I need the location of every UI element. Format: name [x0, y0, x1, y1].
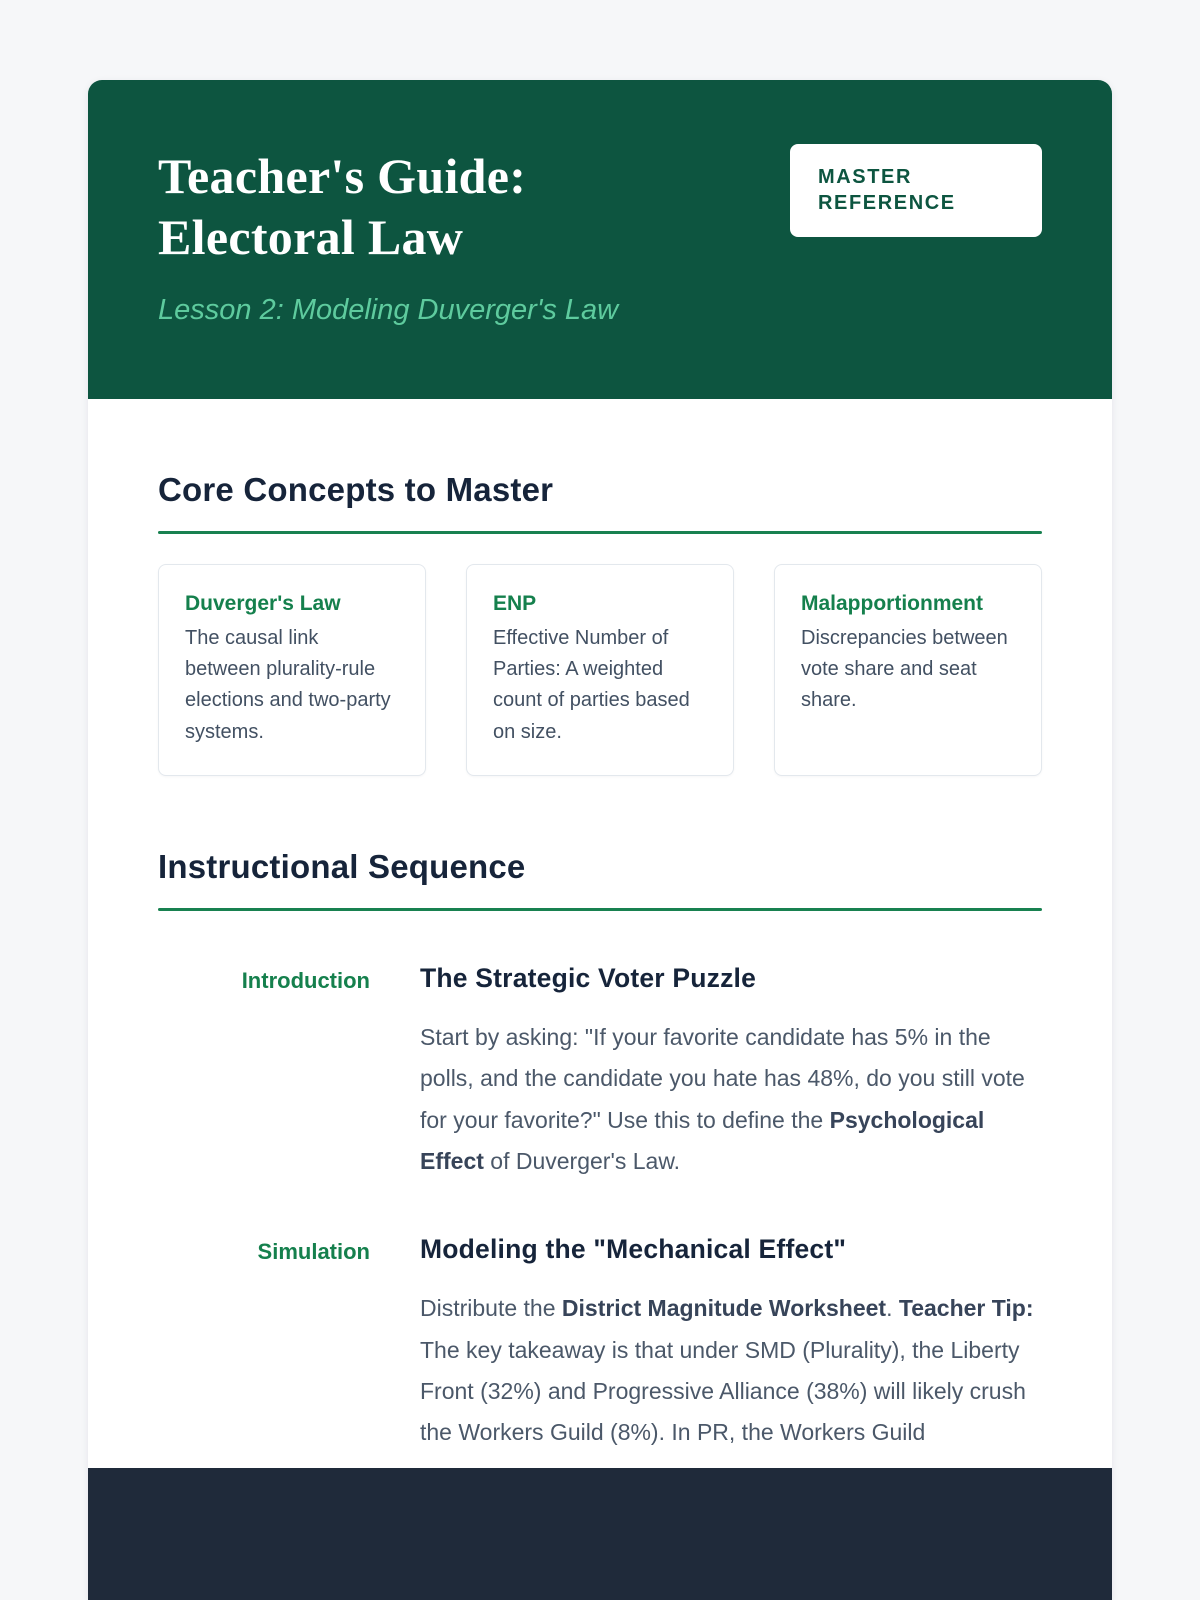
document-title-line-1: Teacher's Guide: — [158, 148, 527, 204]
concept-card-body: Discrepancies between vote share and seat share. — [801, 627, 1008, 712]
core-concepts-section — [158, 471, 1042, 776]
sequence-step-content — [420, 1234, 1042, 1454]
sequence-step-title: The Strategic Voter Puzzle — [420, 962, 757, 993]
concept-card-title: Malapportionment — [801, 592, 983, 615]
core-concepts-heading: Core Concepts to Master — [158, 471, 554, 508]
sequence-step-label: Introduction — [241, 967, 370, 993]
instructional-sequence-heading: Instructional Sequence — [158, 847, 526, 885]
sequence-item-introduction — [158, 963, 1042, 1183]
sequence-item-simulation — [158, 1234, 1042, 1454]
master-reference-badge: MASTER REFERENCE — [790, 144, 1042, 237]
teachers-guide-document — [88, 80, 1112, 1600]
concept-card-grid — [158, 564, 1042, 776]
sequence-step-body: Distribute the District Magnitude Worksheet. Teacher Tip: The key takeaway is that under SMD (Plurality), the Liberty Front (32%) and Progressive Alliance (38%) will likely crush the Workers Guild (8%). In PR, the Workers Guild — [420, 1295, 1034, 1446]
concept-card-body: The causal link between plurality-rule elections and two-party systems. — [185, 627, 391, 743]
section-divider — [158, 531, 1042, 534]
sequence-step-title: Modeling the "Mechanical Effect" — [420, 1234, 847, 1265]
concept-card-malapportionment — [774, 564, 1042, 776]
concept-card-body: Effective Number of Parties: A weighted count of parties based on size. — [493, 627, 690, 743]
concept-card-enp — [466, 564, 734, 776]
document-title-line-2: Electoral Law — [158, 209, 464, 265]
document-header — [88, 80, 1112, 399]
concept-card-title: ENP — [493, 592, 537, 615]
document-body — [88, 471, 1112, 1454]
lesson-subtitle: Lesson 2: Modeling Duverger's Law — [158, 294, 619, 326]
next-section-panel — [88, 1468, 1112, 1600]
concept-card-duvergers-law — [158, 564, 426, 776]
sequence-step-content — [420, 963, 1042, 1183]
sequence-step-body: Start by asking: "If your favorite candidate has 5% in the polls, and the candidate you hate has 48%, do you still vote for your favorite?" Use this to define the Psychological Effect of Duverger's Law. — [420, 1023, 1025, 1174]
section-divider — [158, 908, 1042, 911]
sequence-step-label: Simulation — [257, 1239, 370, 1265]
concept-card-title: Duverger's Law — [185, 592, 341, 615]
instructional-sequence-section — [158, 848, 1042, 1454]
